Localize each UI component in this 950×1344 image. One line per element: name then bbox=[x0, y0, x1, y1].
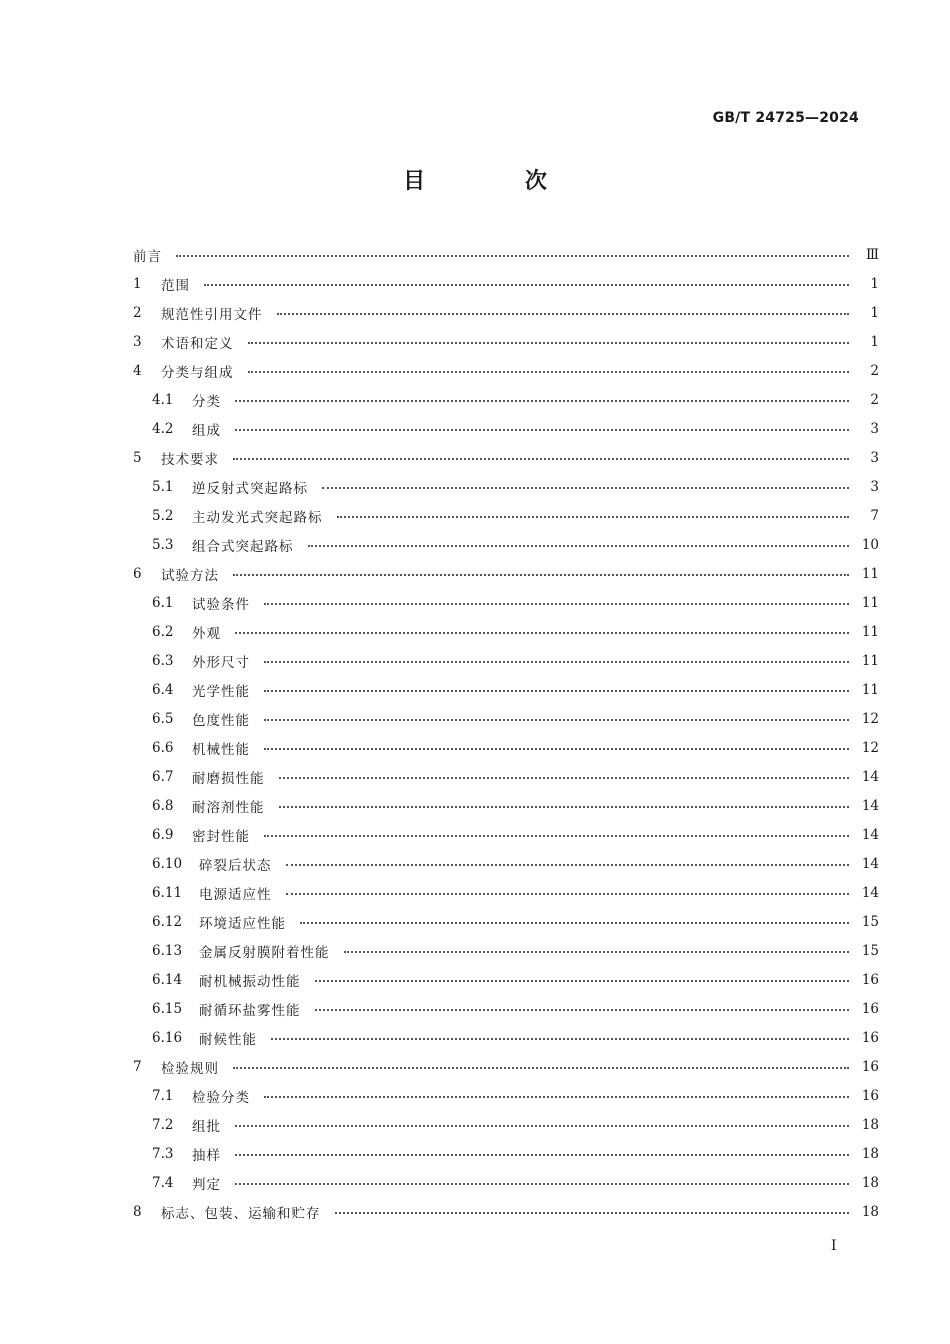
toc-entry[interactable] bbox=[133, 356, 879, 385]
toc-entry-page: 16 bbox=[861, 1087, 879, 1104]
toc-entry-number: 5.2 bbox=[152, 507, 174, 524]
toc-entry[interactable] bbox=[133, 501, 879, 530]
toc-entry[interactable] bbox=[133, 559, 879, 588]
toc-entry-number: 6.2 bbox=[152, 623, 174, 640]
toc-entry-number: 8 bbox=[133, 1203, 142, 1220]
toc-entry-page: 11 bbox=[861, 565, 879, 582]
dot-leader bbox=[233, 458, 849, 460]
toc-entry[interactable] bbox=[133, 443, 879, 472]
toc-entry-label: 前言 bbox=[133, 248, 162, 265]
toc-entry-number: 6.15 bbox=[152, 1000, 183, 1017]
toc-entry[interactable] bbox=[133, 298, 879, 327]
dot-leader bbox=[308, 545, 850, 547]
toc-entry-number: 6.10 bbox=[152, 855, 183, 872]
toc-entry[interactable] bbox=[133, 849, 879, 878]
dot-leader bbox=[176, 255, 849, 257]
dot-leader bbox=[264, 690, 849, 692]
toc-entry[interactable] bbox=[133, 907, 879, 936]
toc-entry-page: 14 bbox=[861, 855, 879, 872]
toc-entry-number: 7.2 bbox=[152, 1116, 174, 1133]
toc-entry-page: 12 bbox=[861, 739, 879, 756]
toc-entry-label: 分类与组成 bbox=[161, 364, 234, 381]
toc-entry-number: 6.5 bbox=[152, 710, 174, 727]
toc-entry-page: 12 bbox=[861, 710, 879, 727]
toc-entry[interactable] bbox=[133, 327, 879, 356]
page-number: Ⅰ bbox=[831, 1238, 837, 1254]
toc-entry-page: 14 bbox=[861, 884, 879, 901]
toc-entry-number: 6.1 bbox=[152, 594, 174, 611]
toc-entry-label: 标志、包装、运输和贮存 bbox=[161, 1205, 321, 1222]
toc-entry-label: 色度性能 bbox=[192, 712, 250, 729]
toc-entry-number: 7 bbox=[133, 1058, 142, 1075]
toc-entry-page: 18 bbox=[861, 1145, 879, 1162]
toc-entry-label: 光学性能 bbox=[192, 683, 250, 700]
toc-entry-number: 4 bbox=[133, 362, 142, 379]
toc-entry-label: 组成 bbox=[192, 422, 221, 439]
toc-entry[interactable] bbox=[133, 1052, 879, 1081]
dot-leader bbox=[264, 719, 849, 721]
toc-entry[interactable] bbox=[133, 704, 879, 733]
toc-entry-label: 范围 bbox=[161, 277, 190, 294]
dot-leader bbox=[279, 777, 850, 779]
toc-entry-label: 外形尺寸 bbox=[192, 654, 250, 671]
toc-entry-number: 5 bbox=[133, 449, 142, 466]
table-of-contents bbox=[133, 240, 879, 1226]
toc-entry-label: 环境适应性能 bbox=[199, 915, 286, 932]
dot-leader bbox=[235, 632, 849, 634]
toc-entry[interactable] bbox=[133, 1168, 879, 1197]
toc-entry-number: 3 bbox=[133, 333, 142, 350]
toc-entry-page: 18 bbox=[861, 1174, 879, 1191]
toc-entry[interactable] bbox=[133, 530, 879, 559]
toc-entry-number: 4.2 bbox=[152, 420, 174, 437]
toc-entry-page: 14 bbox=[861, 768, 879, 785]
dot-leader bbox=[264, 1096, 849, 1098]
dot-leader bbox=[300, 922, 849, 924]
toc-entry[interactable] bbox=[133, 385, 879, 414]
toc-entry-label: 外观 bbox=[192, 625, 221, 642]
toc-entry-number: 2 bbox=[133, 304, 142, 321]
toc-entry-number: 6.14 bbox=[152, 971, 183, 988]
toc-entry[interactable] bbox=[133, 1197, 879, 1226]
toc-entry[interactable] bbox=[133, 1110, 879, 1139]
toc-entry[interactable] bbox=[133, 1023, 879, 1052]
toc-entry-page: 11 bbox=[861, 594, 879, 611]
toc-entry-number: 6 bbox=[133, 565, 142, 582]
toc-entry-page: 15 bbox=[861, 942, 879, 959]
toc-entry-page: 18 bbox=[861, 1203, 879, 1220]
toc-entry-number: 6.7 bbox=[152, 768, 174, 785]
toc-entry-page: 11 bbox=[861, 652, 879, 669]
dot-leader bbox=[315, 1009, 850, 1011]
dot-leader bbox=[279, 806, 850, 808]
dot-leader bbox=[264, 835, 849, 837]
toc-entry-label: 密封性能 bbox=[192, 828, 250, 845]
toc-entry-label: 术语和定义 bbox=[161, 335, 234, 352]
dot-leader bbox=[235, 429, 849, 431]
toc-entry-page: 1 bbox=[870, 275, 879, 292]
dot-leader bbox=[337, 516, 850, 518]
toc-entry[interactable] bbox=[133, 791, 879, 820]
toc-entry[interactable] bbox=[133, 762, 879, 791]
toc-entry-number: 7.3 bbox=[152, 1145, 174, 1162]
toc-entry[interactable] bbox=[133, 936, 879, 965]
toc-entry-number: 1 bbox=[133, 275, 142, 292]
toc-entry-page: 2 bbox=[870, 362, 879, 379]
toc-entry-page: 11 bbox=[861, 681, 879, 698]
dot-leader bbox=[248, 371, 850, 373]
toc-entry-page: 3 bbox=[870, 478, 879, 495]
dot-leader bbox=[286, 893, 850, 895]
toc-entry-page: 1 bbox=[870, 304, 879, 321]
toc-entry-page: 16 bbox=[861, 971, 879, 988]
toc-entry-page: 3 bbox=[870, 420, 879, 437]
toc-entry-number: 7.4 bbox=[152, 1174, 174, 1191]
toc-entry-label: 逆反射式突起路标 bbox=[192, 480, 308, 497]
toc-entry-label: 检验规则 bbox=[161, 1060, 219, 1077]
toc-entry-number: 6.13 bbox=[152, 942, 183, 959]
toc-entry-page: 16 bbox=[861, 1000, 879, 1017]
page-title: 目 次 bbox=[403, 169, 593, 194]
toc-entry-page: 15 bbox=[861, 913, 879, 930]
toc-entry[interactable] bbox=[133, 965, 879, 994]
standard-code: GB/T 24725—2024 bbox=[712, 110, 859, 126]
toc-entry-label: 判定 bbox=[192, 1176, 221, 1193]
toc-entry-page: Ⅲ bbox=[865, 246, 879, 263]
toc-entry-label: 耐循环盐雾性能 bbox=[199, 1002, 301, 1019]
toc-entry-label: 耐候性能 bbox=[199, 1031, 257, 1048]
toc-entry-number: 6.16 bbox=[152, 1029, 183, 1046]
toc-entry-label: 分类 bbox=[192, 393, 221, 410]
toc-entry-page: 2 bbox=[870, 391, 879, 408]
toc-entry[interactable] bbox=[133, 472, 879, 501]
toc-entry-label: 抽样 bbox=[192, 1147, 221, 1164]
toc-entry-number: 6.11 bbox=[152, 884, 183, 901]
toc-entry[interactable] bbox=[133, 269, 879, 298]
dot-leader bbox=[248, 342, 850, 344]
toc-entry-page: 14 bbox=[861, 826, 879, 843]
toc-entry-number: 6.4 bbox=[152, 681, 174, 698]
toc-entry-label: 耐溶剂性能 bbox=[192, 799, 265, 816]
toc-entry-label: 检验分类 bbox=[192, 1089, 250, 1106]
dot-leader bbox=[315, 980, 850, 982]
dot-leader bbox=[271, 1038, 849, 1040]
toc-entry-label: 碎裂后状态 bbox=[199, 857, 272, 874]
toc-entry[interactable] bbox=[133, 1081, 879, 1110]
toc-entry-number: 5.1 bbox=[152, 478, 174, 495]
toc-entry-number: 6.3 bbox=[152, 652, 174, 669]
toc-entry-number: 5.3 bbox=[152, 536, 174, 553]
toc-entry-number: 6.8 bbox=[152, 797, 174, 814]
toc-entry-page: 14 bbox=[861, 797, 879, 814]
toc-entry[interactable] bbox=[133, 878, 879, 907]
toc-entry-label: 技术要求 bbox=[161, 451, 219, 468]
toc-entry-label: 组合式突起路标 bbox=[192, 538, 294, 555]
toc-entry-page: 16 bbox=[861, 1029, 879, 1046]
dot-leader bbox=[264, 661, 849, 663]
toc-entry[interactable] bbox=[133, 675, 879, 704]
toc-entry-page: 18 bbox=[861, 1116, 879, 1133]
toc-entry-number: 6.6 bbox=[152, 739, 174, 756]
toc-entry[interactable] bbox=[133, 994, 879, 1023]
toc-entry-page: 3 bbox=[870, 449, 879, 466]
dot-leader bbox=[235, 1125, 849, 1127]
toc-entry-page: 11 bbox=[861, 623, 879, 640]
toc-entry-label: 试验条件 bbox=[192, 596, 250, 613]
dot-leader bbox=[264, 748, 849, 750]
toc-entry[interactable] bbox=[133, 617, 879, 646]
toc-entry-label: 耐机械振动性能 bbox=[199, 973, 301, 990]
dot-leader bbox=[344, 951, 850, 953]
toc-entry-label: 耐磨损性能 bbox=[192, 770, 265, 787]
dot-leader bbox=[264, 603, 849, 605]
dot-leader bbox=[335, 1212, 850, 1214]
dot-leader bbox=[286, 864, 850, 866]
toc-entry[interactable] bbox=[133, 646, 879, 675]
toc-entry-label: 组批 bbox=[192, 1118, 221, 1135]
toc-entry-label: 机械性能 bbox=[192, 741, 250, 758]
toc-entry-label: 试验方法 bbox=[161, 567, 219, 584]
dot-leader bbox=[235, 1154, 849, 1156]
dot-leader bbox=[233, 574, 849, 576]
dot-leader bbox=[235, 1183, 849, 1185]
toc-entry-page: 7 bbox=[870, 507, 879, 524]
toc-entry-page: 10 bbox=[861, 536, 879, 553]
toc-entry-label: 主动发光式突起路标 bbox=[192, 509, 323, 526]
toc-entry-label: 电源适应性 bbox=[199, 886, 272, 903]
dot-leader bbox=[204, 284, 849, 286]
toc-entry[interactable] bbox=[133, 588, 879, 617]
toc-entry-number: 6.12 bbox=[152, 913, 183, 930]
toc-entry-number: 4.1 bbox=[152, 391, 174, 408]
toc-entry-page: 1 bbox=[870, 333, 879, 350]
dot-leader bbox=[233, 1067, 849, 1069]
toc-entry[interactable] bbox=[133, 414, 879, 443]
toc-entry-number: 7.1 bbox=[152, 1087, 174, 1104]
toc-entry-number: 6.9 bbox=[152, 826, 174, 843]
toc-entry[interactable] bbox=[133, 733, 879, 762]
dot-leader bbox=[235, 400, 849, 402]
toc-entry-page: 16 bbox=[861, 1058, 879, 1075]
toc-entry[interactable] bbox=[133, 1139, 879, 1168]
toc-entry-label: 规范性引用文件 bbox=[161, 306, 263, 323]
toc-entry-label: 金属反射膜附着性能 bbox=[199, 944, 330, 961]
dot-leader bbox=[322, 487, 849, 489]
dot-leader bbox=[277, 313, 850, 315]
toc-entry[interactable] bbox=[133, 240, 879, 269]
toc-entry[interactable] bbox=[133, 820, 879, 849]
